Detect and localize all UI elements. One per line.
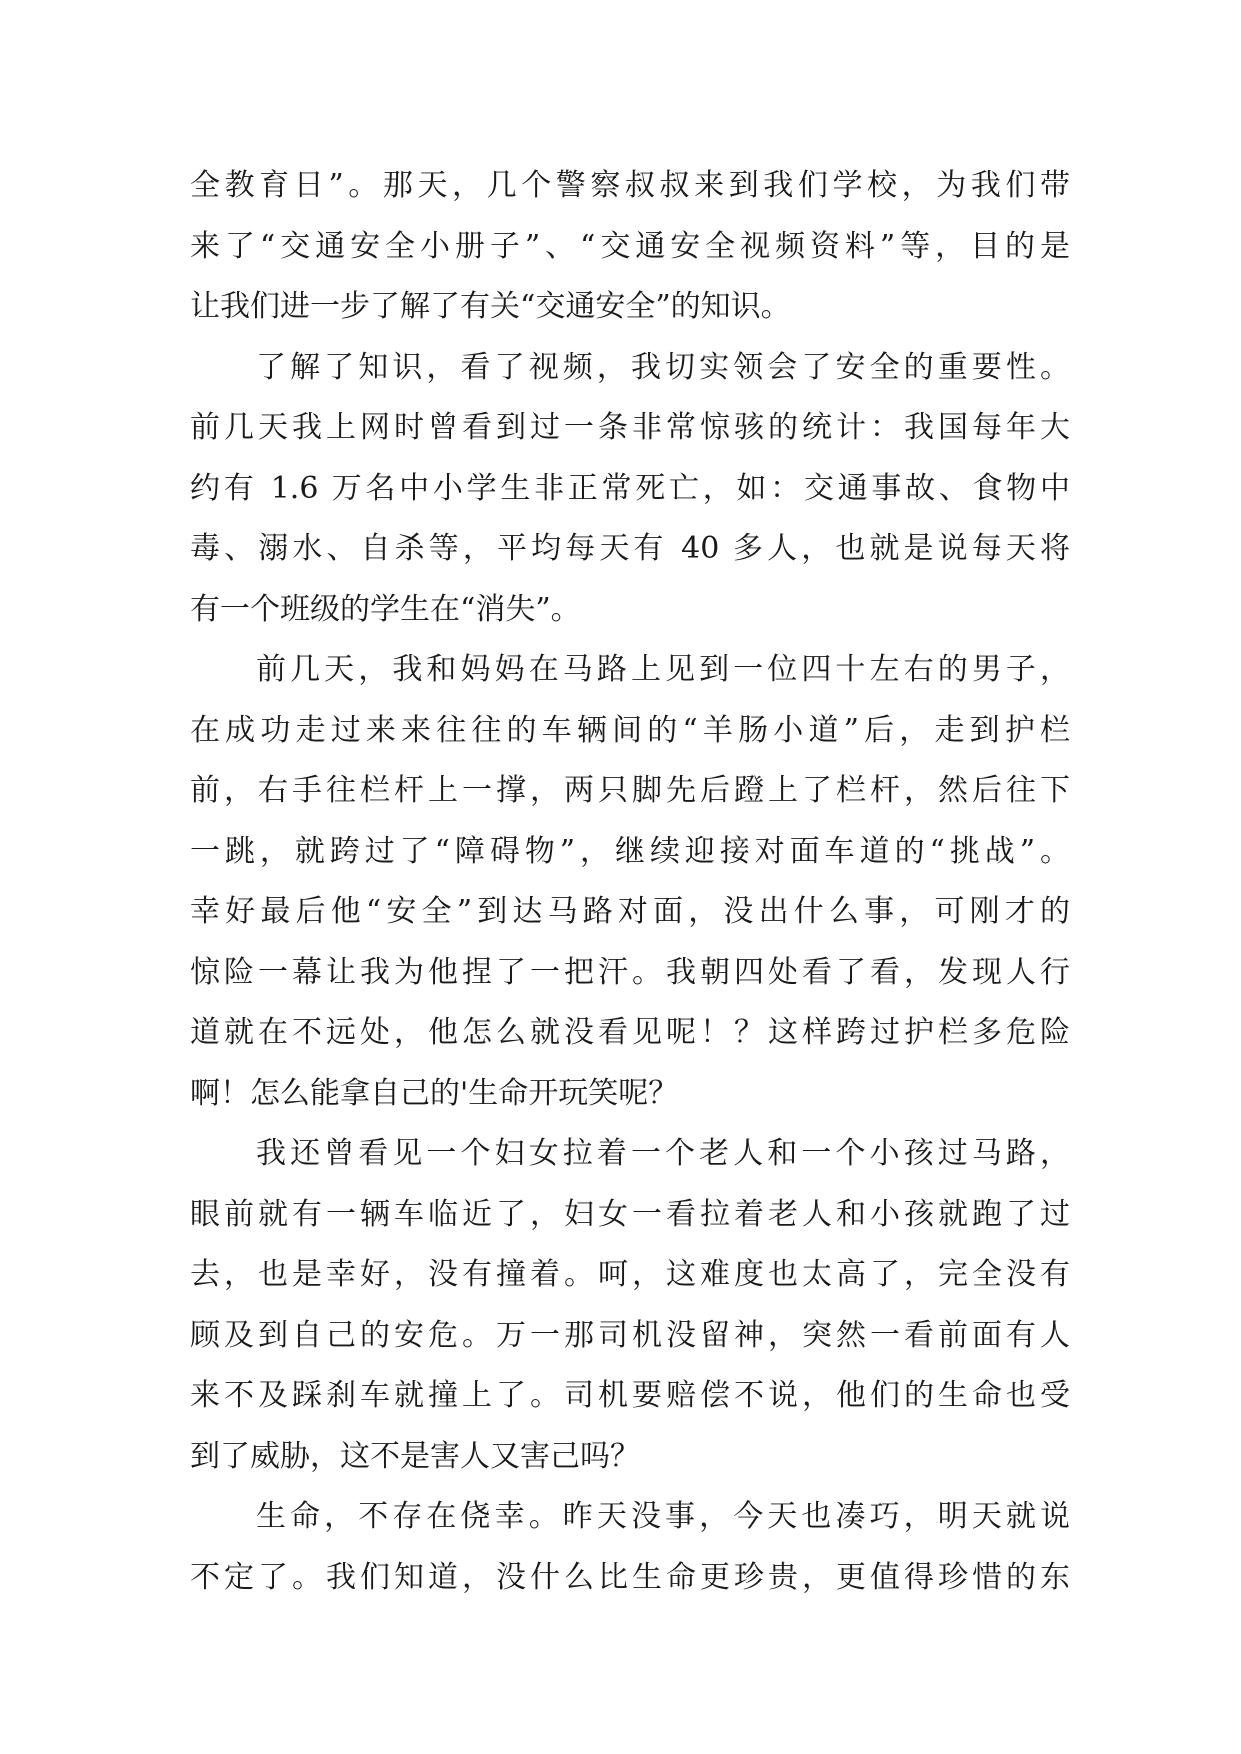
paragraph-first-line: 生命，不存在侥幸。昨天没事，今天也凑巧，明天就说 (256, 1499, 1070, 1534)
text-line: 顾及到自己的安危。万一那司机没留神，突然一看前面有人 (190, 1317, 1070, 1353)
text-line: 前，右手往栏杆上一撑，两只脚先后蹬上了栏杆，然后往下 (190, 773, 1070, 808)
text-line: 毒、溺水、自杀等，平均每天有 40 多人，也就是说每天将 (190, 531, 1070, 566)
text-line: 来不及踩刹车就撞上了。司机要赔偿不说，他们的生命也受 (190, 1378, 1070, 1413)
text-line: 来了“交通安全小册子”、“交通安全视频资料”等，目的是 (190, 228, 1070, 264)
text-line: 到了威胁，这不是害人又害己吗？ (190, 1438, 640, 1474)
text-line: 在成功走过来来往往的车辆间的“羊肠小道”后，走到护栏 (190, 712, 1070, 748)
text-line: 去，也是幸好，没有撞着。呵，这难度也太高了，完全没有 (190, 1257, 1070, 1292)
text-line: 眼前就有一辆车临近了，妇女一看拉着老人和小孩就跑了过 (190, 1196, 1070, 1232)
text-line: 啊！怎么能拿自己的'生命开玩笑呢？ (190, 1075, 679, 1111)
text-line: 一跳，就跨过了“障碍物”，继续迎接对面车道的“挑战”。 (190, 833, 1070, 869)
text-line: 让我们进一步了解了有关“交通安全”的知识。 (190, 289, 791, 324)
text-line: 前几天我上网时曾看到过一条非常惊骇的统计：我国每年大 (190, 410, 1070, 445)
text-line: 有一个班级的学生在“消失”。 (190, 591, 581, 627)
paragraph-first-line: 前几天，我和妈妈在马路上见到一位四十左右的男子， (256, 652, 1070, 687)
text-line: 全教育日”。那天，几个警察叔叔来到我们学校，为我们带 (190, 168, 1070, 203)
text-line: 不定了。我们知道，没什么比生命更珍贵，更值得珍惜的东 (190, 1559, 1070, 1595)
text-line: 幸好最后他“安全”到达马路对面，没出什么事，可刚才的 (190, 894, 1070, 929)
text-line: 惊险一幕让我为他捏了一把汗。我朝四处看了看，发现人行 (190, 954, 1070, 990)
paragraph-first-line: 我还曾看见一个妇女拉着一个老人和一个小孩过马路， (256, 1136, 1070, 1171)
paragraph-first-line: 了解了知识，看了视频，我切实领会了安全的重要性。 (256, 349, 1070, 385)
text-line: 道就在不远处，他怎么就没看见呢！？这样跨过护栏多危险 (190, 1015, 1070, 1050)
text-line: 约有 1.6 万名中小学生非正常死亡，如：交通事故、食物中 (190, 470, 1070, 506)
document-body (190, 156, 1070, 1608)
